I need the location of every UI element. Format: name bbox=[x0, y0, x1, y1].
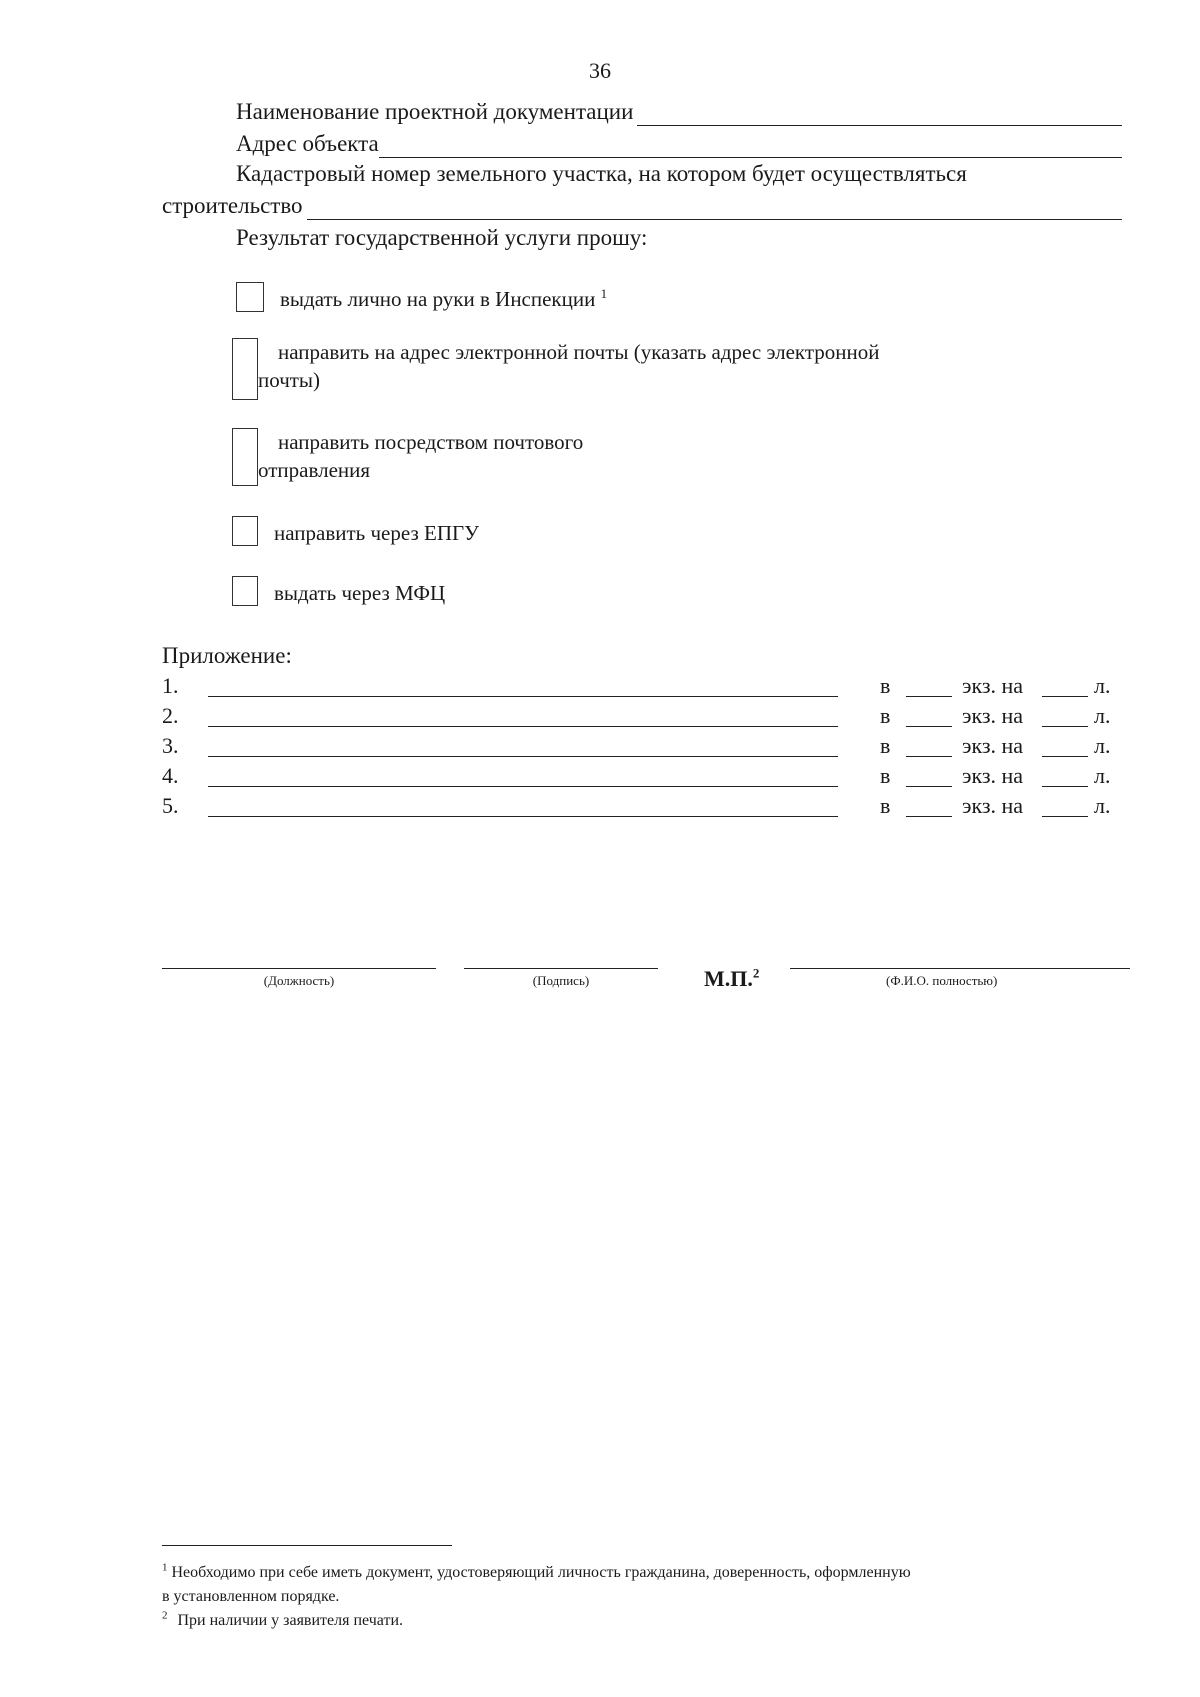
position-field[interactable] bbox=[162, 968, 436, 969]
attachment-sheets-label: л. bbox=[1094, 703, 1111, 728]
page-number: 36 bbox=[589, 58, 611, 83]
cadastral-label-line2: строительство bbox=[162, 193, 303, 218]
attachment-sheets-field[interactable] bbox=[1042, 696, 1088, 697]
option-epgu-checkbox[interactable] bbox=[232, 516, 258, 546]
attachment-copies-label: экз. на bbox=[962, 763, 1024, 788]
attachment-sheets-label: л. bbox=[1094, 733, 1111, 758]
attachment-name-field[interactable] bbox=[208, 696, 838, 697]
project-doc-row bbox=[236, 98, 1122, 126]
full-name-caption: (Ф.И.О. полностью) bbox=[886, 973, 998, 988]
attachment-name-field[interactable] bbox=[208, 726, 838, 727]
option-personal-checkbox[interactable] bbox=[236, 282, 264, 312]
footnote-2 bbox=[162, 1610, 403, 1632]
project-doc-field[interactable] bbox=[637, 103, 1122, 126]
attachment-row bbox=[162, 762, 1122, 792]
option-email[interactable] bbox=[232, 338, 879, 400]
attachments-title: Приложение: bbox=[162, 643, 292, 668]
address-label: Адрес объекта bbox=[236, 131, 379, 156]
attachment-sheets-field[interactable] bbox=[1042, 786, 1088, 787]
footnote-ref-1: 1 bbox=[600, 286, 608, 301]
attachment-number: 4. bbox=[162, 763, 179, 788]
attachment-sheets-label: л. bbox=[1094, 673, 1111, 698]
attachment-row bbox=[162, 792, 1122, 822]
attachment-sheets-field[interactable] bbox=[1042, 726, 1088, 727]
footnote-ref-2: 2 bbox=[752, 965, 760, 981]
attachment-name-field[interactable] bbox=[208, 816, 838, 817]
option-post-label-line1: направить посредством почтового bbox=[278, 430, 584, 454]
attachment-copies-field[interactable] bbox=[906, 786, 952, 787]
attachment-row bbox=[162, 732, 1122, 762]
option-epgu[interactable] bbox=[232, 516, 479, 547]
option-post-label-line2: отправления bbox=[258, 458, 371, 482]
attachment-sheets-field[interactable] bbox=[1042, 756, 1088, 757]
option-personal-label: выдать лично на руки в Инспекции bbox=[280, 287, 596, 311]
option-epgu-label: направить через ЕПГУ bbox=[274, 521, 480, 545]
attachment-copies-field[interactable] bbox=[906, 816, 952, 817]
attachment-number: 1. bbox=[162, 673, 179, 698]
result-label: Результат государственной услуги прошу: bbox=[236, 225, 648, 250]
attachment-sheets-label: л. bbox=[1094, 793, 1111, 818]
attachment-number: 3. bbox=[162, 733, 179, 758]
option-email-checkbox[interactable] bbox=[232, 338, 258, 400]
attachment-number: 5. bbox=[162, 793, 179, 818]
footnote-1 bbox=[162, 1562, 911, 1584]
cadastral-row bbox=[162, 192, 1122, 220]
attachment-in-label: в bbox=[880, 763, 891, 788]
option-post-checkbox[interactable] bbox=[232, 428, 258, 486]
seal-label bbox=[704, 966, 759, 992]
option-email-label-line2: почты) bbox=[258, 368, 321, 392]
project-doc-label: Наименование проектной документации bbox=[236, 99, 634, 124]
option-email-label-line1: направить на адрес электронной почты (указать адрес электронной bbox=[278, 340, 880, 364]
attachment-copies-label: экз. на bbox=[962, 793, 1024, 818]
attachment-copies-label: экз. на bbox=[962, 673, 1024, 698]
attachment-name-field[interactable] bbox=[208, 786, 838, 787]
attachment-sheets-field[interactable] bbox=[1042, 816, 1088, 817]
attachment-name-field[interactable] bbox=[208, 756, 838, 757]
signature-caption: (Подпись) bbox=[532, 973, 590, 988]
attachment-copies-field[interactable] bbox=[906, 756, 952, 757]
option-mfc-checkbox[interactable] bbox=[232, 576, 258, 606]
address-field[interactable] bbox=[379, 135, 1122, 158]
full-name-field[interactable] bbox=[790, 968, 1130, 969]
option-mfc-label: выдать через МФЦ bbox=[274, 581, 446, 605]
option-mfc[interactable] bbox=[232, 576, 445, 607]
footnote-2-text: При наличии у заявителя печати. bbox=[177, 1612, 404, 1629]
attachment-number: 2. bbox=[162, 703, 179, 728]
option-personal[interactable] bbox=[236, 282, 607, 313]
position-caption: (Должность) bbox=[263, 973, 335, 988]
cadastral-field[interactable] bbox=[307, 197, 1122, 220]
footnote-1-marker: 1 bbox=[162, 1561, 168, 1574]
attachment-sheets-label: л. bbox=[1094, 763, 1111, 788]
address-row bbox=[236, 130, 1122, 158]
attachment-row bbox=[162, 672, 1122, 702]
attachment-copies-field[interactable] bbox=[906, 696, 952, 697]
footnote-2-marker: 2 bbox=[162, 1609, 168, 1622]
attachment-copies-field[interactable] bbox=[906, 726, 952, 727]
footnote-divider bbox=[162, 1545, 452, 1546]
footnote-1-text-line1: Необходимо при себе иметь документ, удостоверяющий личность гражданина, доверенность, оформленную bbox=[171, 1564, 911, 1581]
seal-label-text: М.П. bbox=[704, 966, 753, 991]
attachment-copies-label: экз. на bbox=[962, 703, 1024, 728]
signature-field[interactable] bbox=[464, 968, 658, 969]
cadastral-label-line1: Кадастровый номер земельного участка, на котором будет осуществляться bbox=[236, 161, 967, 186]
attachment-in-label: в bbox=[880, 733, 891, 758]
attachment-in-label: в bbox=[880, 673, 891, 698]
attachment-in-label: в bbox=[880, 793, 891, 818]
attachment-in-label: в bbox=[880, 703, 891, 728]
attachment-copies-label: экз. на bbox=[962, 733, 1024, 758]
attachment-row bbox=[162, 702, 1122, 732]
footnote-1-text-line2: в установленном порядке. bbox=[162, 1588, 340, 1605]
option-post[interactable] bbox=[232, 428, 583, 486]
